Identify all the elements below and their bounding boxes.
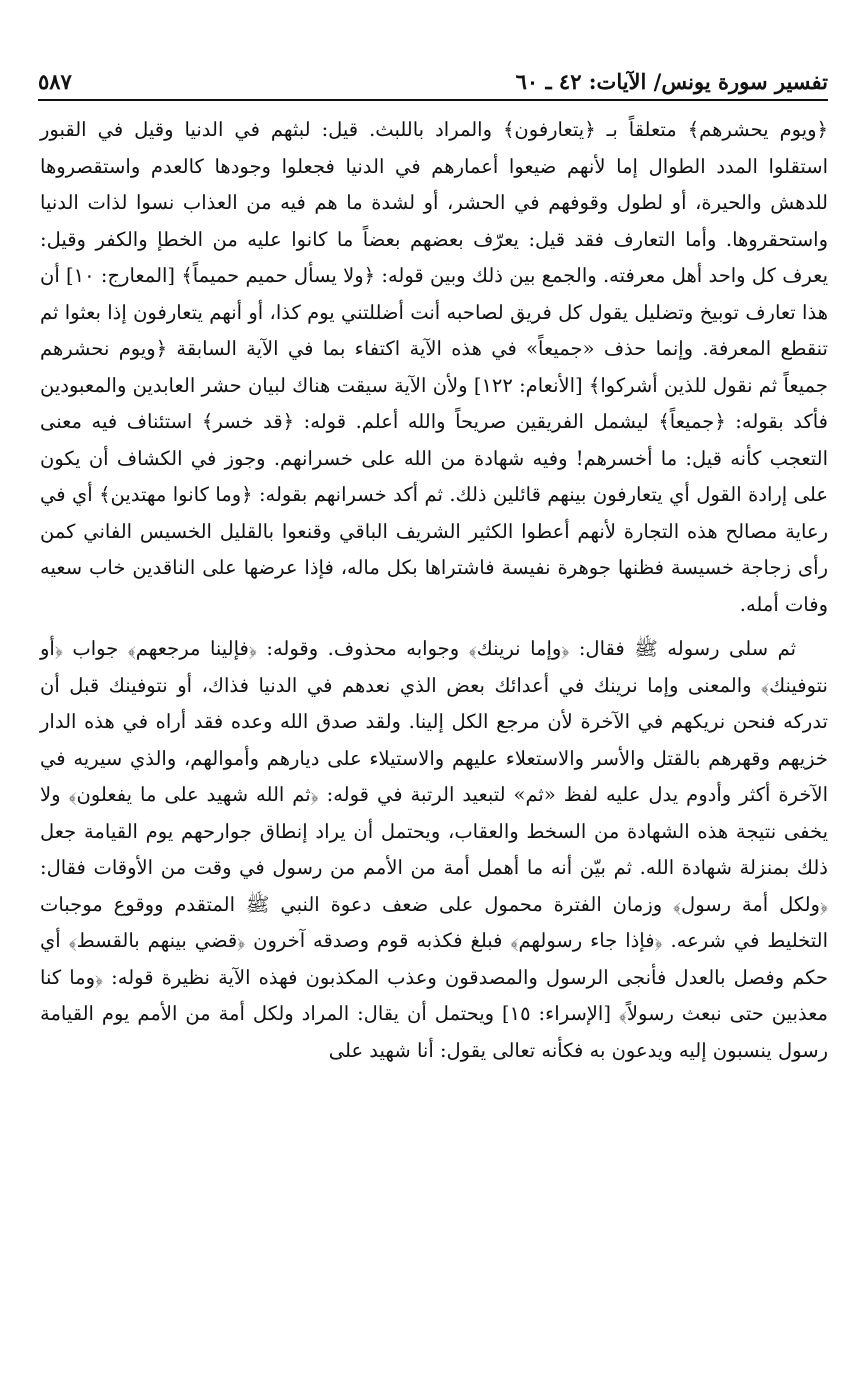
body-text	[40, 112, 828, 1069]
paragraph-1: ﴿ويوم يحشرهم﴾ متعلقاً بـ ﴿يتعارفون﴾ والمراد باللبث. قيل: لبثهم في الدنيا وقيل في القبور استقلوا المدد الطوال إما لأنهم ضيعوا أعمارهم في الدنيا فجعلوا وجودها كالعدم واستقصروها للدهش والحيرة، أو لطول وقوفهم في الحشر، أو لشدة ما هم فيه من العذاب نسوا لذات الدنيا واستحقروها. وأما التعارف فقد قيل: يعرّف بعضهم بعضاً ما كانوا عليه من الخطإ والكفر وقيل: يعرف كل واحد أهل معرفته. والجمع بين ذلك وبين قوله: ﴿ولا يسأل حميم حميماً﴾ [المعارج: ١٠] أن هذا تعارف توبيخ وتضليل يقول كل فريق لصاحبه أنت أضللتني يوم كذا، أو أنهم يتعارفون إذا بعثوا ثم تنقطع المعرفة. وإنما حذف «جميعاً» في هذه الآية اكتفاء بما في الآية السابقة ﴿ويوم نحشرهم جميعاً ثم نقول للذين أشركوا﴾ [الأنعام: ١٢٢] ولأن الآية سيقت هناك لبيان حشر العابدين والمعبودين فأكد بقوله: ﴿جميعاً﴾ ليشمل الفريقين صريحاً والله أعلم. قوله: ﴿قد خسر﴾ استئناف فيه معنى التعجب كأنه قيل: ما أخسرهم! وفيه شهادة من الله على خسرانهم. وجوز في الكشاف أن يكون على إرادة القول أي يتعارفون بينهم قائلين ذلك. ثم أكد خسرانهم بقوله: ﴿وما كانوا مهتدين﴾ أي في رعاية مصالح هذه التجارة لأنهم أعطوا الكثير الشريف الباقي وقنعوا بالقليل الخسيس الفاني كمن رأى زجاجة خسيسة فظنها جوهرة نفيسة فاشتراها بكل ماله، فإذا عرضها على الناقدين خاب سعيه وفات أمله.	[40, 118, 829, 616]
header-rule	[38, 99, 828, 101]
page-number: ٥٨٧	[38, 69, 72, 94]
paragraph-2: ثم سلى رسوله ﷺ فقال: ﴿وإما نرينك﴾ وجوابه محذوف. وقوله: ﴿فإلينا مرجعهم﴾ جواب ﴿أو نتوفينك﴾ والمعنى وإما نرينك في أعدائك بعض الذي نعدهم في الدنيا فذاك، أو نتوفينك قبل أن تدركه فنحن نريكهم في الآخرة لأن مرجع الكل إلينا. ولقد صدق الله وعده فقد أراه في هذه الدار خزيهم وقهرهم بالقتل والأسر والاستعلاء عليهم والاستيلاء على ديارهم وأموالهم، والذي سيريه في الآخرة أكثر وأدوم يدل عليه لفظ «ثم» لتبعيد الرتبة في قوله: ﴿ثم الله شهيد على ما يفعلون﴾ ولا يخفى نتيجة هذه الشهادة من السخط والعقاب، ويحتمل أن يراد إنطاق جوارحهم يوم القيامة جعل ذلك بمنزلة شهادة الله. ثم بيّن أنه ما أهمل أمة من الأمم من رسول في وقت من الأوقات فقال: ﴿ولكل أمة رسول﴾ وزمان الفترة محمول على ضعف دعوة النبي ﷺ المتقدم ووقوع موجبات التخليط في شرعه. ﴿فإذا جاء رسولهم﴾ فبلغ فكذبه قوم وصدقه آخرون ﴿قضي بينهم بالقسط﴾ أي حكم وفصل بالعدل فأنجى الرسول والمصدقون وعذب المكذبون فهذه الآية نظيرة قوله: ﴿وما كنا معذبين حتى نبعث رسولاً﴾ [الإسراء: ١٥] ويحتمل أن يقال: المراد ولكل أمة من الأمم يوم القيامة رسول ينسبون إليه ويدعون به فكأنه تعالى يقول: أنا شهيد على	[40, 637, 829, 1062]
page-header	[38, 60, 828, 94]
running-title: تفسير سورة يونس/ الآيات: ٤٢ ـ ٦٠	[515, 69, 828, 94]
